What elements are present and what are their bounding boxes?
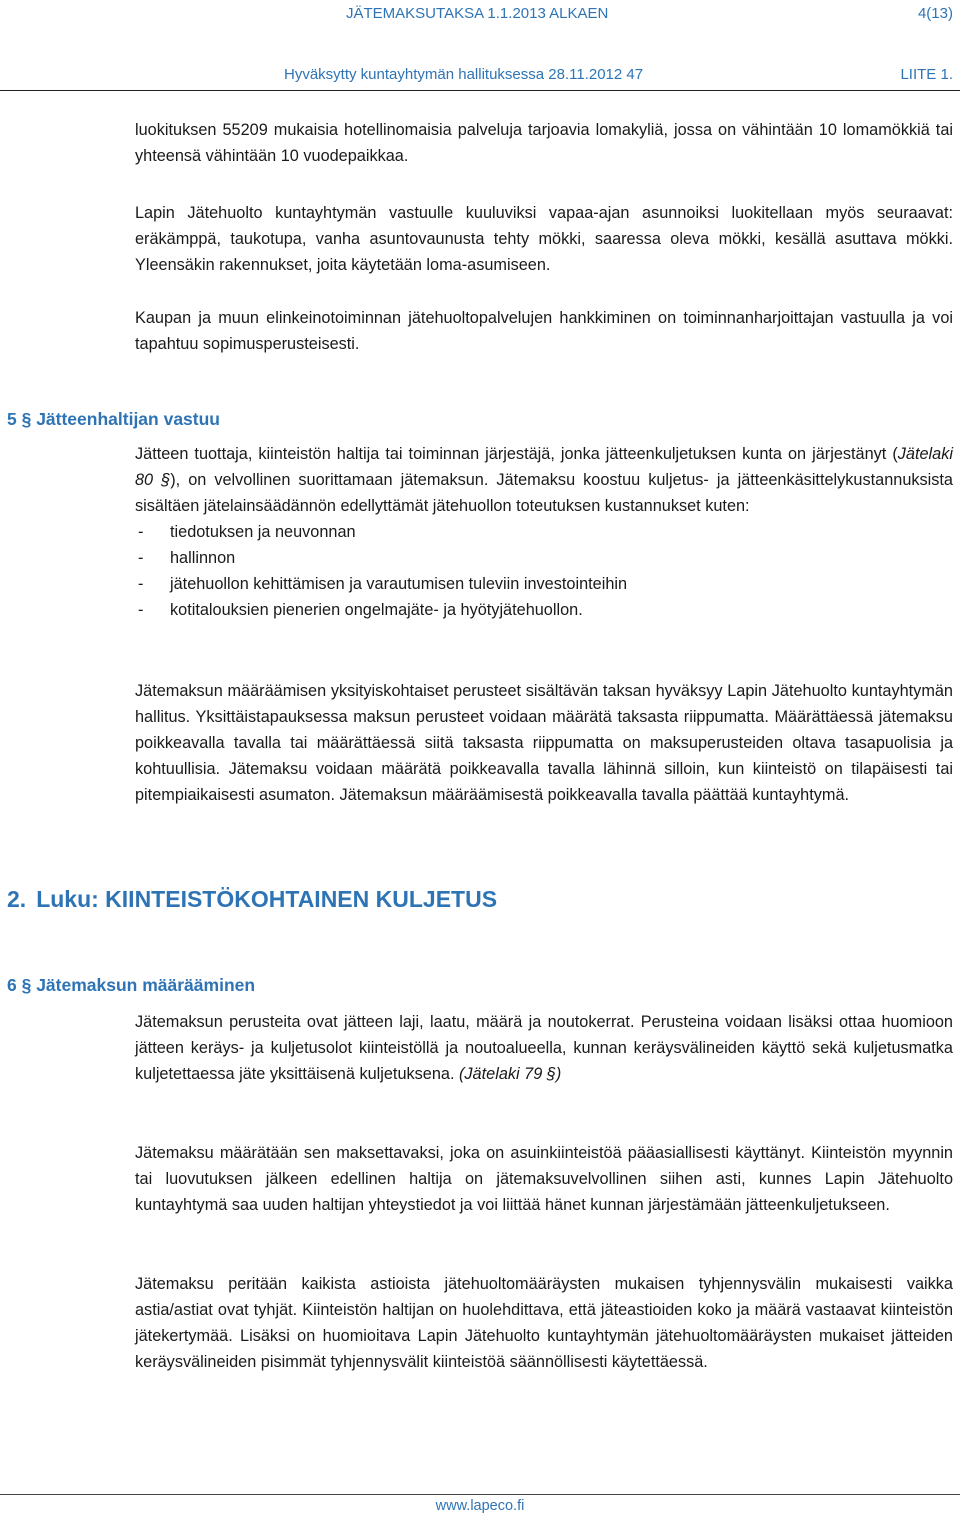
section-6-heading: 6 § Jätemaksun määrääminen [7,975,256,995]
section-5-body [135,441,953,623]
paragraph-business-waste: Kaupan ja muun elinkeinotoiminnan jätehuoltopalvelujen hankkiminen on toiminnanharjoittajan vastuulla ja voi tapahtuu sopimusperusteisesti. [135,309,953,353]
cost-list [135,519,953,623]
chapter-number: 2. [7,886,27,912]
paragraph-leisure-homes: Lapin Jätehuolto kuntayhtymän vastuulle kuuluviksi vapaa-ajan asunnoiksi luokitellaan myös seuraavat: eräkämppä, taukotupa, vanha asuntovaunusta tehty mökki, saaressa oleva mökki, kesällä asuttava mökki. Yleensäkin rakennukset, joita käytetään loma-asumiseen. [135,204,953,274]
section-5-text-a: Jätteen tuottaja, kiinteistön haltija tai toiminnan järjestäjä, jonka jätteenkuljetuksen kunta on järjestänyt ( [135,445,898,463]
chapter-2-heading [7,886,497,913]
list-item: - kotitalouksien pienerien ongelmajäte- ja hyötyjätehuollon. [135,597,953,623]
list-item: - hallinnon [135,545,953,571]
list-item: - jätehuollon kehittämisen ja varautumisen tuleviin investointeihin [135,571,953,597]
section-5-text-b: ), on velvollinen suorittamaan jätemaksun. Jätemaksu koostuu kuljetus- ja jätteenkäsittelykustannuksista sisältäen jätelainsäädännön edellyttämät jätehuollon toteutuksen kustannukset kuten: [135,471,953,515]
appendix-label: LIITE 1. [900,66,953,83]
page-number: 4(13) [917,5,953,22]
section-5-heading: 5 § Jätteenhaltijan vastuu [7,409,220,429]
approval-note: Hyväksytty kuntayhtymän hallituksessa 28.11.2012 47 [284,66,644,83]
section-6-paragraph-2: Jätemaksu määrätään sen maksettavaksi, joka on asuinkiinteistöä pääasiallisesti käyttänyt. Kiinteistön myynnin tai luovutuksen jälkeen edellinen haltija on jätemaksuvelvollinen siihen asti, kunnes Lapin Jätehuolto kuntayhtymä saa uuden haltijan yhteystiedot ja voi liittää hänet kunnan järjestämään jätteenkuljetukseen. [135,1144,953,1214]
section-6-law-ref: (Jätelaki 79 §) [459,1065,562,1083]
paragraph-holiday-villages: luokituksen 55209 mukaisia hotellinomaisia palveluja tarjoavia lomakyliä, jossa on vähintään 10 lomamökkiä tai yhteensä vähintään 10 vuodepaikkaa. [135,121,953,165]
section-6-text: Jätemaksun perusteita ovat jätteen laji, laatu, määrä ja noutokerrat. Perusteina voidaan lisäksi ottaa huomioon jätteen keräys- ja kuljetusolot kiinteistöllä ja noutoalueella, kunnan keräysvälineiden käyttö sekä kuljetusmatka kuljetettaessa jäte yksittäisenä kuljetuksena. [135,1013,953,1083]
footer-link[interactable]: www.lapeco.fi [435,1498,525,1514]
header-divider [0,90,960,91]
section-6-paragraph-1 [135,1009,953,1087]
section-5-paragraph-2: Jätemaksun määräämisen yksityiskohtaiset perusteet sisältävän taksan hyväksyy Lapin Jätehuolto kuntayhtymän hallitus. Yksittäistapauksessa maksun perusteet voidaan määrätä taksasta riippumatta. Määrättäessä jätemaksu poikkeavalla tavalla tai määrättäessä siitä taksasta riippumatta on maksuperusteiden oltava tasapuolisia ja kohtuullisia. Jätemaksu voidaan määrätä poikkeavalla tavalla lähinnä silloin, kun kiinteistö on tilapäisesti tai pitempiaikaisesti asumaton. Jätemaksun määräämisestä poikkeavalla tavalla päättää kuntayhtymä. [135,682,953,804]
section-6-paragraph-3: Jätemaksu peritään kaikista astioista jätehuoltomääräysten mukaisen tyhjennysvälin mukaisesti vaikka astia/astiat ovat tyhjät. Kiinteistön haltijan on huolehdittava, että jäteastioiden koko ja määrä vastaavat kiinteistön jätekertymää. Lisäksi on huomioitava Lapin Jätehuolto kuntayhtymän jätehuoltomääräysten mukaiset jätteiden keräysvälineiden pisimmät tyhjennysvälit kiinteistöä säännöllisesti käytettäessä. [135,1275,953,1371]
footer-divider [0,1494,960,1495]
section-5-law-ref: Jätelaki 80 § [135,445,953,489]
chapter-title: Luku: KIINTEISTÖKOHTAINEN KULJETUS [36,886,498,912]
document-title: JÄTEMAKSUTAKSA 1.1.2013 ALKAEN [346,5,609,22]
list-item: - tiedotuksen ja neuvonnan [135,519,953,545]
